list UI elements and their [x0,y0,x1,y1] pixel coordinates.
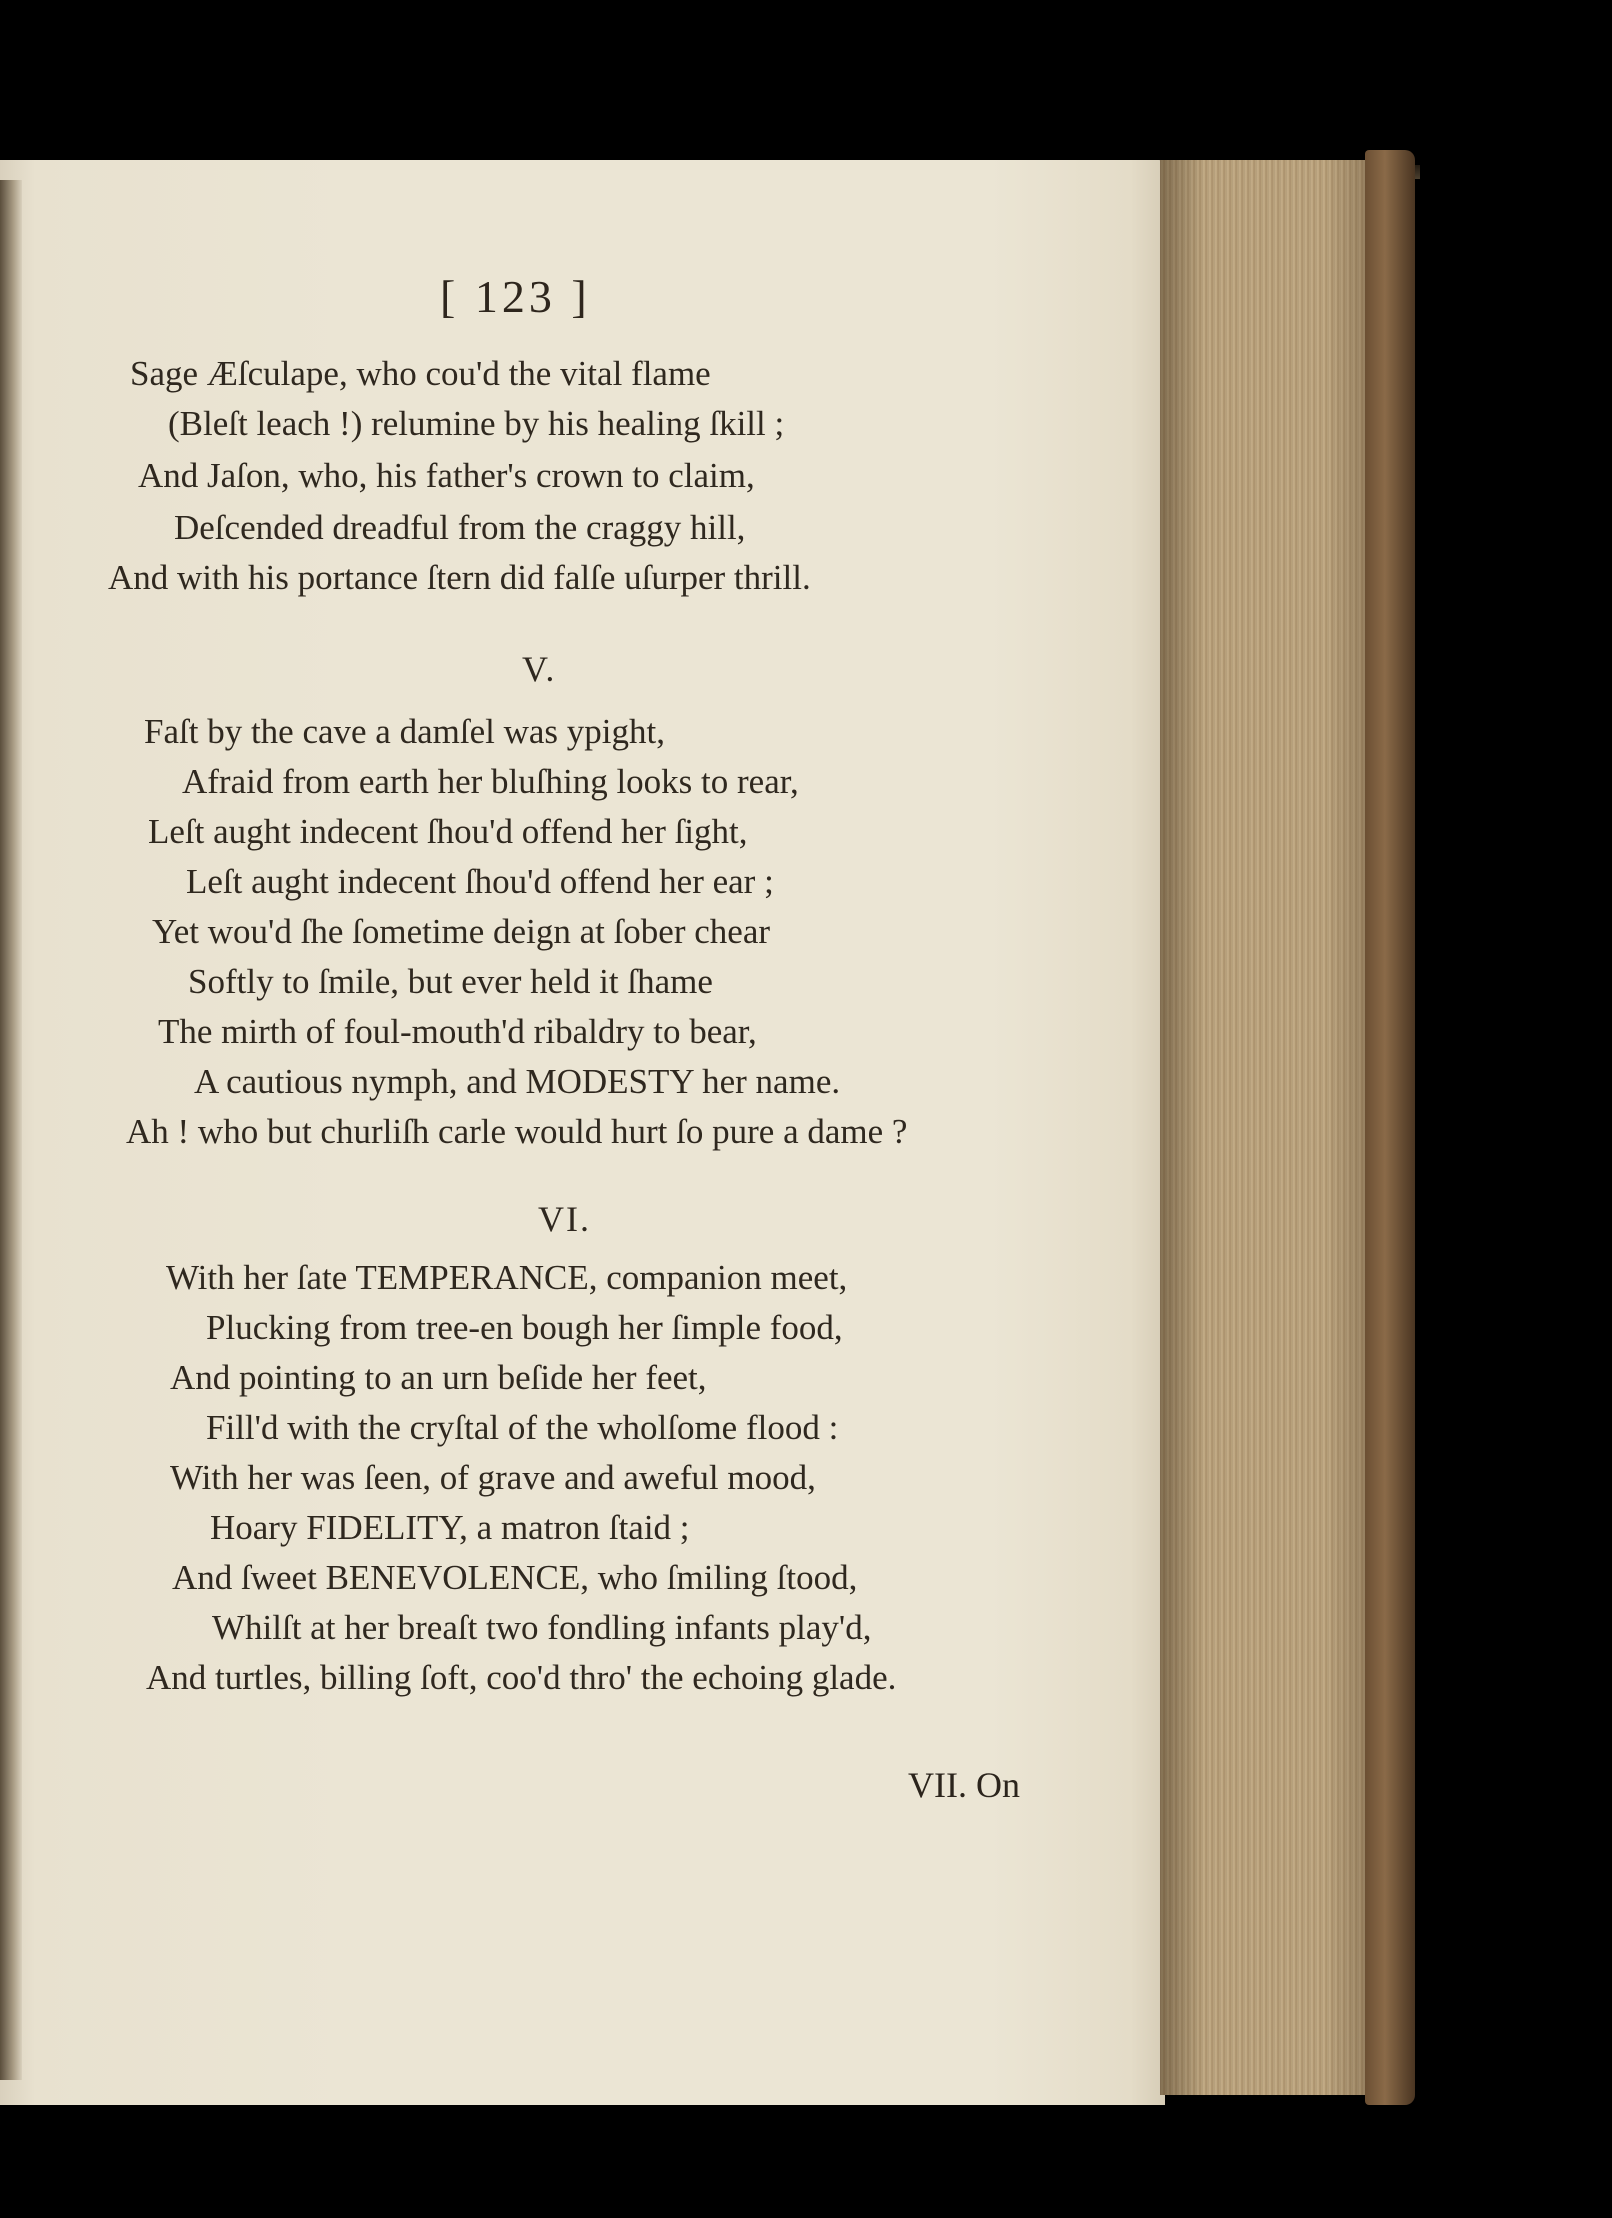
stanza-numeral: V. [522,649,557,689]
verse-line: With her ſate TEMPERANCE, companion meet, [166,1258,848,1297]
verse-line: Hoary FIDELITY, a matron ſtaid ; [210,1508,690,1547]
page-number: [ 123 ] [440,271,591,322]
verse-line: And pointing to an urn beſide her feet, [170,1358,707,1397]
verse-line: Deſcended dreadful from the craggy hill, [174,508,746,547]
verse-line: And turtles, billing ſoft, coo'd thro' the echoing glade. [146,1658,897,1697]
fore-edge-shading [1160,160,1380,2095]
verse-line: (Bleſt leach !) relumine by his healing ſkill ; [168,404,785,443]
verse-line: And ſweet BENEVOLENCE, who ſmiling ſtood, [172,1558,858,1597]
verse-line: And with his portance ſtern did falſe uſurper thrill. [108,558,811,597]
verse-line: Faſt by the cave a damſel was ypight, [144,712,665,751]
page-gutter-shadow [0,180,22,2080]
verse-line: Softly to ſmile, but ever held it ſhame [188,962,713,1001]
verse-line: Whilſt at her breaſt two fondling infants play'd, [212,1608,872,1647]
verse-line: The mirth of foul-mouth'd ribaldry to bear, [158,1012,757,1051]
catchword: VII. On [908,1765,1020,1805]
verse-line: Leſt aught indecent ſhou'd offend her ear ; [186,862,774,901]
verse-line: Fill'd with the cryſtal of the wholſome flood : [206,1408,839,1447]
verse-line: And Jaſon, who, his father's crown to claim, [138,456,755,495]
verse-line: Plucking from tree-en bough her ſimple food, [206,1308,843,1347]
verse-line: Afraid from earth her bluſhing looks to rear, [182,762,799,801]
verse-line: A cautious nymph, and MODESTY her name. [194,1062,841,1101]
verse-line: Yet wou'd ſhe ſometime deign at ſober chear [152,912,771,951]
verse-line: Ah ! who but churliſh carle would hurt ſo pure a dame ? [126,1112,908,1151]
stanza-numeral: VI. [538,1199,591,1239]
verse-line: Leſt aught indecent ſhou'd offend her ſight, [148,812,748,851]
verse-line: Sage Æſculape, who cou'd the vital flame [130,354,711,393]
book-binding [1365,150,1415,2105]
verse-line: With her was ſeen, of grave and aweful mood, [170,1458,816,1497]
